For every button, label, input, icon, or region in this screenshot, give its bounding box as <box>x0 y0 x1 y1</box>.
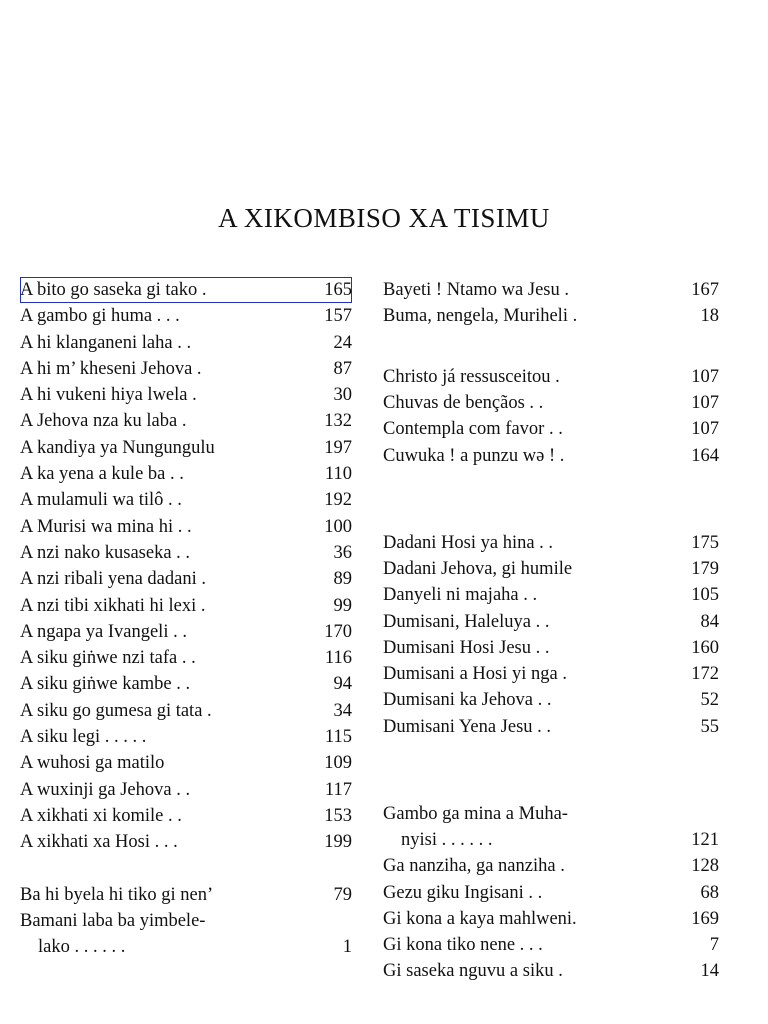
index-entry[interactable] <box>20 382 352 408</box>
section-gap <box>383 740 719 793</box>
index-entry[interactable] <box>20 540 352 566</box>
entry-page: 79 <box>333 884 352 905</box>
entry-title: Dumisani ka Jehova . . <box>383 690 552 711</box>
section-gap <box>383 469 719 522</box>
index-entry[interactable] <box>20 777 352 803</box>
entry-page: 165 <box>324 280 352 300</box>
entry-title: Gi saseka nguvu a siku . <box>383 961 563 982</box>
index-entry[interactable] <box>383 416 719 442</box>
index-entry[interactable] <box>20 593 352 619</box>
section-gap <box>383 793 719 801</box>
section-gap <box>20 856 352 882</box>
index-entry[interactable] <box>20 487 352 513</box>
entry-page: 68 <box>700 882 719 903</box>
entry-title: A bito go saseka gi tako . <box>20 280 207 300</box>
index-entry[interactable] <box>20 724 352 750</box>
entry-page: 100 <box>324 516 352 537</box>
entry-title: A wuxinji ga Jehova . . <box>20 779 191 800</box>
entry-title: A nzi ribali yena dadani . <box>20 569 206 590</box>
index-entry[interactable] <box>383 443 719 469</box>
entry-page: 132 <box>324 411 352 432</box>
entry-title: A wuhosi ga matilo <box>20 753 165 774</box>
index-entry[interactable] <box>383 661 719 687</box>
index-entry[interactable] <box>20 750 352 776</box>
entry-page: 30 <box>333 385 352 406</box>
entry-page: 128 <box>691 856 719 877</box>
index-entry[interactable] <box>20 698 352 724</box>
entry-page: 192 <box>324 490 352 511</box>
entry-page: 179 <box>691 558 719 579</box>
entry-title: A hi klanganeni laha . . <box>20 332 192 353</box>
entry-title: A xikhati xi komile . . <box>20 805 182 826</box>
entry-title: A siku giṅwe nzi tafa . . <box>20 648 196 669</box>
entry-page: 36 <box>333 542 352 563</box>
entry-title: A nzi tibi xikhati hi lexi . <box>20 595 206 616</box>
entry-title: Gezu giku Ingisani . . <box>383 882 543 903</box>
index-entry[interactable] <box>383 906 719 932</box>
entry-page: 170 <box>324 621 352 642</box>
entry-page: 99 <box>333 595 352 616</box>
entry-page: 160 <box>691 637 719 658</box>
entry-page: 197 <box>324 437 352 458</box>
entry-title: Cuwuka ! a punzu wə ! . <box>383 445 565 466</box>
entry-page: 24 <box>333 332 352 353</box>
index-entry[interactable] <box>383 635 719 661</box>
entry-page: 164 <box>691 445 719 466</box>
entry-title: Chuvas de bençãos . . <box>383 393 544 414</box>
entry-title: A ka yena a kule ba . . <box>20 464 184 485</box>
index-entry[interactable] <box>20 461 352 487</box>
index-entry[interactable] <box>20 514 352 540</box>
index-entry[interactable] <box>383 801 719 827</box>
entry-page: 84 <box>700 611 719 632</box>
entry-title: Dadani Hosi ya hina . . <box>383 532 554 553</box>
entry-page: 116 <box>324 648 352 669</box>
entry-title: lako . . . . . . <box>38 937 126 958</box>
index-entry[interactable] <box>383 714 719 740</box>
index-entry-selected[interactable] <box>20 277 352 303</box>
index-entry[interactable] <box>20 908 352 934</box>
index-entry[interactable] <box>383 364 719 390</box>
entry-title: A gambo gi huma . . . <box>20 306 180 327</box>
entry-title: Buma, nengela, Muriheli . <box>383 306 578 327</box>
index-entry[interactable] <box>383 609 719 635</box>
entry-title: Danyeli ni majaha . . <box>383 585 538 606</box>
index-entry[interactable] <box>20 803 352 829</box>
right-column <box>383 277 719 985</box>
entry-title: Gambo ga mina a Muha- <box>383 803 568 824</box>
entry-page: 199 <box>324 832 352 853</box>
index-entry[interactable] <box>20 330 352 356</box>
entry-page: 18 <box>700 306 719 327</box>
entry-page: 94 <box>333 674 352 695</box>
entry-title: A Murisi wa mina hi . . <box>20 516 192 537</box>
entry-page: 34 <box>333 700 352 721</box>
entry-title: A hi vukeni hiya lwela . <box>20 385 197 406</box>
entry-title: nyisi . . . . . . <box>401 829 493 850</box>
entry-page: 1 <box>342 937 352 958</box>
section-gap <box>383 330 719 356</box>
entry-title: A xikhati xa Hosi . . . <box>20 832 178 853</box>
entry-page: 167 <box>691 280 719 300</box>
index-entry[interactable] <box>20 829 352 855</box>
entry-page: 7 <box>709 935 719 956</box>
index-entry[interactable] <box>20 356 352 382</box>
entry-title: Ba hi byela hi tiko gi nen’ <box>20 884 214 905</box>
index-entry[interactable] <box>383 390 719 416</box>
index-entry[interactable] <box>383 880 719 906</box>
index-entry[interactable] <box>383 277 719 303</box>
index-entry[interactable] <box>20 435 352 461</box>
left-column <box>20 277 352 961</box>
entry-page: 109 <box>324 753 352 774</box>
entry-title: Bamani laba ba yimbele- <box>20 911 206 932</box>
entry-title: A mulamuli wa tilô . . <box>20 490 182 511</box>
entry-title: Dumisani, Haleluya . . <box>383 611 550 632</box>
entry-title: Gi kona tiko nene . . . <box>383 935 543 956</box>
index-entry[interactable] <box>383 687 719 713</box>
entry-page: 121 <box>691 829 719 850</box>
entry-page: 172 <box>691 664 719 685</box>
index-entry[interactable] <box>20 882 352 908</box>
entry-page: 169 <box>691 908 719 929</box>
index-entry[interactable] <box>383 530 719 556</box>
index-entry[interactable] <box>383 932 719 958</box>
index-entry[interactable] <box>20 671 352 697</box>
index-entry[interactable] <box>20 303 352 329</box>
entry-title: A siku legi . . . . . <box>20 727 147 748</box>
entry-page: 105 <box>691 585 719 606</box>
index-entry[interactable] <box>20 645 352 671</box>
entry-page: 117 <box>324 779 352 800</box>
entry-title: A ngapa ya Ivangeli . . <box>20 621 187 642</box>
index-entry[interactable] <box>383 582 719 608</box>
entry-page: 52 <box>700 690 719 711</box>
index-title: A XIKOMBISO XA TISIMU <box>218 203 550 233</box>
entry-title: Dumisani Yena Jesu . . <box>383 716 552 737</box>
entry-page: 107 <box>691 366 719 387</box>
entry-title: A siku giṅwe kambe . . <box>20 674 191 695</box>
section-gap <box>383 356 719 364</box>
entry-title: A kandiya ya Nungungulu <box>20 437 215 458</box>
index-entry-continuation[interactable] <box>20 934 352 960</box>
index-entry[interactable] <box>383 958 719 984</box>
index-entry[interactable] <box>20 408 352 434</box>
entry-page: 157 <box>324 306 352 327</box>
entry-title: A nzi nako kusaseka . . <box>20 542 191 563</box>
entry-page: 115 <box>324 727 352 748</box>
entry-title: Christo já ressusceitou . <box>383 366 560 387</box>
entry-page: 87 <box>333 358 352 379</box>
entry-title: Bayeti ! Ntamo wa Jesu . <box>383 280 569 300</box>
index-entry-continuation[interactable] <box>383 827 719 853</box>
entry-title: Dadani Jehova, gi humile <box>383 558 573 579</box>
entry-title: Dumisani Hosi Jesu . . <box>383 637 550 658</box>
index-entry[interactable] <box>383 303 719 329</box>
entry-page: 153 <box>324 805 352 826</box>
entry-page: 89 <box>333 569 352 590</box>
section-gap <box>383 522 719 530</box>
entry-page: 14 <box>700 961 719 982</box>
entry-title: Contempla com favor . . <box>383 419 563 440</box>
index-entry[interactable] <box>383 556 719 582</box>
entry-title: Ga nanziha, ga nanziha . <box>383 856 565 877</box>
entry-page: 110 <box>324 464 352 485</box>
entry-title: A siku go gumesa gi tata . <box>20 700 212 721</box>
entry-page: 55 <box>700 716 719 737</box>
entry-title: A hi m’ kheseni Jehova . <box>20 358 202 379</box>
index-entry[interactable] <box>20 566 352 592</box>
entry-page: 107 <box>691 393 719 414</box>
index-entry[interactable] <box>20 619 352 645</box>
entry-title: A Jehova nza ku laba . <box>20 411 187 432</box>
entry-title: Dumisani a Hosi yi nga . <box>383 664 567 685</box>
entry-page: 107 <box>691 419 719 440</box>
index-entry[interactable] <box>383 853 719 879</box>
entry-title: Gi kona a kaya mahlweni. <box>383 908 577 929</box>
entry-page: 175 <box>691 532 719 553</box>
